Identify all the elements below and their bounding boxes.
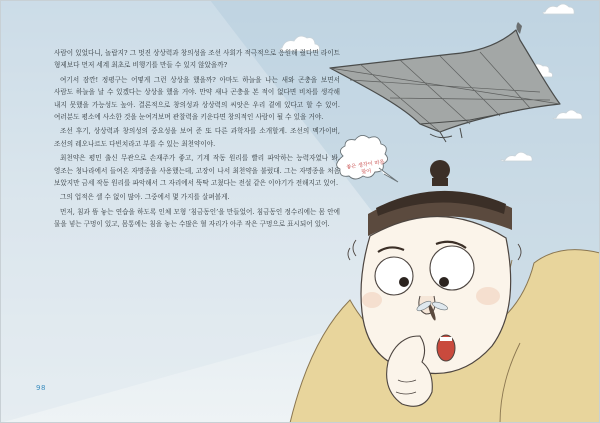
cloud	[543, 4, 574, 14]
cloud	[553, 110, 582, 119]
body-text	[54, 47, 340, 233]
paragraph: 그의 업적은 셀 수 없이 많아. 그중에서 몇 가지를 살펴볼게.	[60, 193, 230, 202]
cloud	[501, 152, 532, 162]
paragraph: 최천약은 평민 출신 무관으로 손재주가 좋고, 기계 작동 원리를 빨리 파악하는 능력자였나 봐. 영조는 청나라에서 들여온 자명종을 사용했는데, 고장이 나서 최천약을 불렀대. 그는 자명종을 처음 보았지만 금세 작동 원리를 파악해서 그 자리에서 뚝딱 고쳤다는 전설 같은 이야기가 전해지고 있어.	[54, 154, 340, 188]
page-number: 98	[36, 384, 46, 392]
paragraph: 사람이 있었다니, 놀랍지? 그 멋진 상상력과 창의성을 조선 사회가 적극적으로 응원해 줬다면 라이트 형제보다 먼저 세계 최초로 비행기를 만들 수 있지 않았을까?	[54, 49, 340, 70]
flying-machine	[330, 22, 560, 142]
speech-bubble-text: 좋은 생각이 떠올랐어	[346, 159, 385, 176]
paragraph: 조선 후기, 상상력과 창의성의 중요성을 보여 준 또 다른 과학자를 소개할게. 조선의 멕가이버, 조선의 레오나르도 다빈치라고 부를 수 있는 최천약이야.	[54, 127, 340, 148]
paragraph: 먼저, 침과 뜸 놓는 연습을 하도록 인체 모형 ‘침금동인’을 만들었어. 침금동인 정수리에는 몸 안에 물을 넣는 구멍이 있고, 몸통에는 침을 놓는 수많은 혈 자리가 아주 작은 구멍으로 표시되어 있어.	[54, 207, 340, 229]
paragraph: 여기서 잠깐! 정평구는 어떻게 그런 상상을 했을까? 아마도 하늘을 나는 새와 곤충을 보면서 사람도 하늘을 날 수 있겠다는 상상을 했을 거야. 만약 새나 곤충을 본 적이 없다면 비차를 생각해 내지 못했을 가능성도 높아. 결론적으로 창의성과 상상력의 씨앗은 우리 곁에 있다고 할 수 있어. 여러분도 평소에 사소한 것을 눈여겨보며 관찰력을 키운다면 창의적인 사람이 될 수 있을 거야.	[54, 75, 340, 122]
